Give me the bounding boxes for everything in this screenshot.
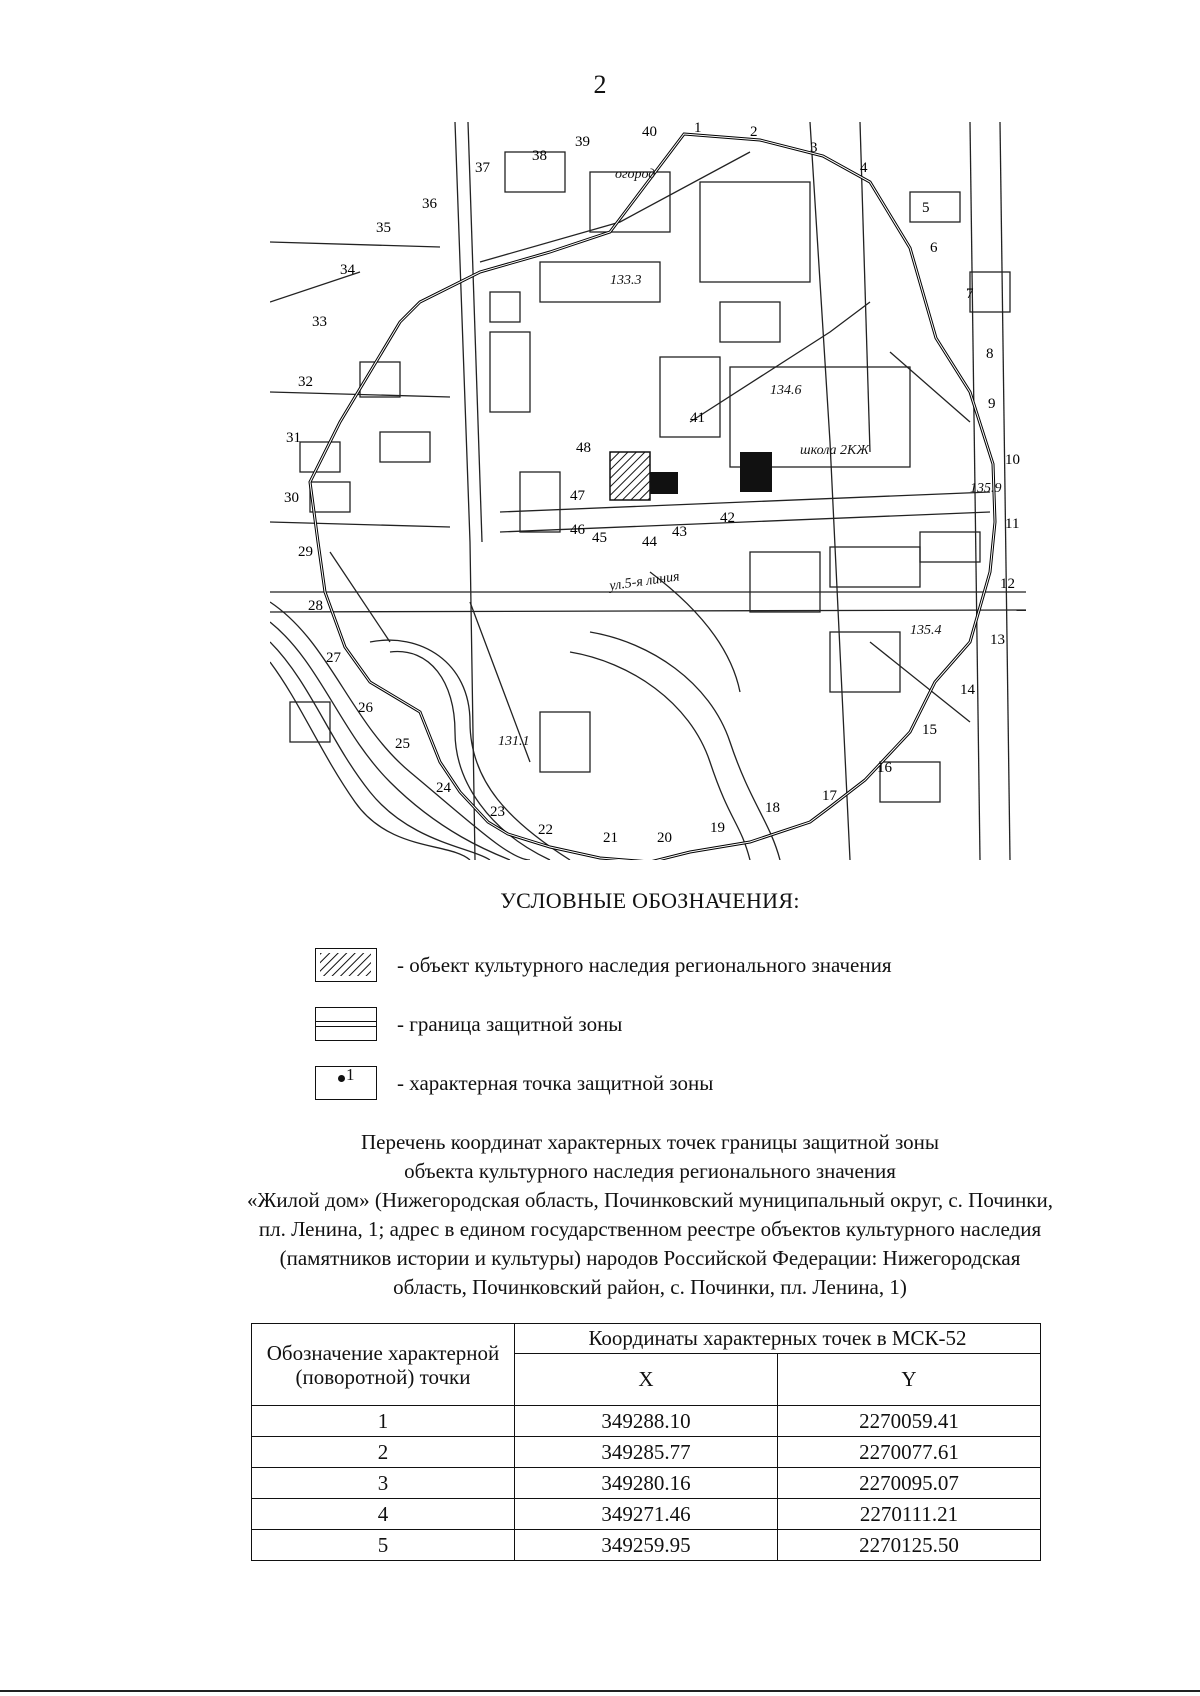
- svg-text:27: 27: [326, 650, 341, 666]
- legend-item-boundary: [315, 1006, 622, 1042]
- svg-text:7: 7: [966, 286, 974, 302]
- double-line-icon: [315, 1007, 377, 1041]
- point-marker-icon: 1: [315, 1066, 377, 1100]
- svg-text:26: 26: [358, 700, 373, 716]
- legend-label: - граница защитной зоны: [397, 1011, 623, 1036]
- hatched-rect-icon: [315, 948, 377, 982]
- svg-text:39: 39: [575, 134, 590, 150]
- svg-text:ул.5-я линия: ул.5-я линия: [608, 569, 681, 594]
- svg-text:9: 9: [988, 396, 996, 412]
- heritage-object-marker: [610, 452, 650, 500]
- svg-text:28: 28: [308, 598, 323, 614]
- svg-text:47: 47: [570, 488, 585, 504]
- svg-text:13: 13: [990, 632, 1005, 648]
- svg-text:25: 25: [395, 736, 410, 752]
- svg-text:133.3: 133.3: [610, 273, 642, 288]
- table-row: 2 349285.77 2270077.61: [252, 1437, 1041, 1468]
- map-drawing: [270, 122, 1026, 860]
- svg-text:17: 17: [822, 788, 837, 804]
- svg-text:44: 44: [642, 534, 657, 550]
- svg-text:37: 37: [475, 160, 490, 176]
- svg-text:22: 22: [538, 822, 553, 838]
- svg-text:38: 38: [532, 148, 547, 164]
- svg-text:30: 30: [284, 490, 299, 506]
- coordinates-caption: Перечень координат характерных точек границы защитной зоны объекта культурного наследия регионального значения «Жилой дом» (Нижегородская область, Починковский муниципальный округ, с. Починки, пл. Ленина, 1; адрес в едином государственном реестре объектов культурного наследия (памятников истории и культуры) народов Российской Федерации: Нижегородская область, Починковский район, с. Починки, пл. Ленина, 1): [247, 1130, 1053, 1299]
- table-row: 5 349259.95 2270125.50: [252, 1530, 1041, 1561]
- svg-text:10: 10: [1005, 452, 1020, 468]
- svg-text:14: 14: [960, 682, 975, 698]
- svg-text:40: 40: [642, 124, 657, 140]
- svg-text:41: 41: [690, 410, 705, 426]
- svg-text:огород: огород: [615, 167, 656, 182]
- legend-label: - объект культурного наследия регионального значения: [397, 952, 892, 977]
- table-row: 1 349288.10 2270059.41: [252, 1406, 1041, 1437]
- svg-text:36: 36: [422, 196, 437, 212]
- svg-text:31: 31: [286, 430, 301, 446]
- svg-text:23: 23: [490, 804, 505, 820]
- svg-text:32: 32: [298, 374, 313, 390]
- col-point-header: Обозначение характерной (поворотной) точки: [252, 1324, 515, 1406]
- table-row: 4 349271.46 2270111.21: [252, 1499, 1041, 1530]
- svg-text:16: 16: [877, 760, 892, 776]
- svg-text:18: 18: [765, 800, 780, 816]
- page-number: 2: [593, 70, 607, 99]
- legend-title: УСЛОВНЫЕ ОБОЗНАЧЕНИЯ:: [500, 888, 800, 913]
- coords-group-header: Координаты характерных точек в МСК-52: [515, 1324, 1041, 1354]
- svg-text:34: 34: [340, 262, 355, 278]
- site-map: [270, 122, 1026, 860]
- legend-item-point: [315, 1065, 713, 1101]
- svg-text:5: 5: [922, 200, 930, 216]
- svg-text:135.4: 135.4: [910, 623, 942, 638]
- svg-text:12: 12: [1000, 576, 1015, 592]
- svg-text:42: 42: [720, 510, 735, 526]
- svg-text:4: 4: [860, 160, 868, 176]
- legend-item-heritage: [315, 947, 891, 983]
- svg-text:21: 21: [603, 830, 618, 846]
- svg-text:15: 15: [922, 722, 937, 738]
- legend-label: - характерная точка защитной зоны: [397, 1070, 714, 1095]
- svg-text:8: 8: [986, 346, 994, 362]
- x-header: X: [515, 1354, 778, 1406]
- svg-text:6: 6: [930, 240, 938, 256]
- svg-text:3: 3: [810, 140, 818, 156]
- coordinates-table: [251, 1323, 1041, 1561]
- svg-text:33: 33: [312, 314, 327, 330]
- svg-text:1: 1: [694, 122, 702, 136]
- svg-text:46: 46: [570, 522, 585, 538]
- svg-text:35: 35: [376, 220, 391, 236]
- svg-text:11: 11: [1005, 516, 1020, 532]
- scan-edge-bottom: [0, 1690, 1200, 1692]
- svg-text:2: 2: [750, 124, 758, 140]
- svg-text:29: 29: [298, 544, 313, 560]
- table-row: 3 349280.16 2270095.07: [252, 1468, 1041, 1499]
- svg-text:135.9: 135.9: [970, 481, 1002, 496]
- svg-text:48: 48: [576, 440, 591, 456]
- svg-text:43: 43: [672, 524, 687, 540]
- svg-text:школа 2КЖ: школа 2КЖ: [800, 443, 870, 458]
- svg-text:131.1: 131.1: [498, 734, 530, 749]
- y-header: Y: [778, 1354, 1041, 1406]
- svg-text:45: 45: [592, 530, 607, 546]
- svg-text:24: 24: [436, 780, 451, 796]
- svg-text:19: 19: [710, 820, 725, 836]
- svg-text:20: 20: [657, 830, 672, 846]
- svg-text:134.6: 134.6: [770, 383, 802, 398]
